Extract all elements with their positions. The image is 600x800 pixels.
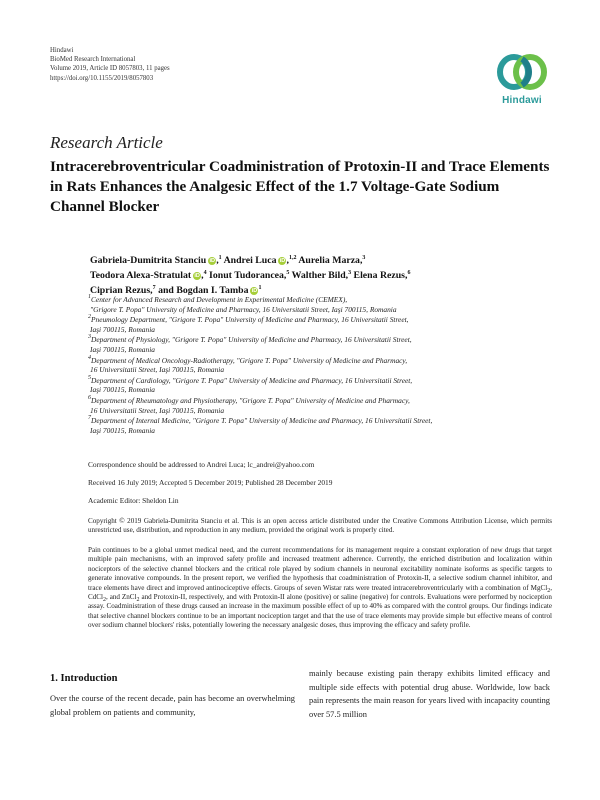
affiliation: $^1$Center for Advanced Research and Development in Experimental Medicine (CEMEX), "Grigore T. Popa" University of Medicine and Pharmacy, 16 Universitatii Street, Iaşi 700115, Romania: [88, 294, 397, 314]
journal-header: [50, 46, 170, 83]
author: Andrei Luca iD,$^{1,2}$: [223, 255, 297, 266]
author: Ionut Tudorancea,$^5$: [209, 270, 290, 281]
affiliation: $^3$Department of Physiology, "Grigore T. Popa" University of Medicine and Pharmacy, 16 Universitatii Street, Iaşi 700115, Romania: [88, 334, 412, 354]
affiliation: $^4$Department of Medical Oncology-Radiotherapy, "Grigore T. Popa" University of Medicine and Pharmacy, 16 Universitatii Street, Iaşi 700115, Romania: [88, 354, 408, 375]
author: Ciprian Rezus,$^7$: [90, 285, 156, 296]
body-column-left: Over the course of the recent decade, pain has become an overwhelming global problem on patients and community,: [50, 694, 295, 717]
orcid-icon[interactable]: iD: [209, 258, 215, 264]
correspondence: Correspondence should be addressed to Andrei Luca; lc_andrei@yahoo.com: [88, 460, 315, 469]
paper-title: Intracerebroventricular Coadministration of Protoxin-II and Trace Elements in Rats Enhances the Analgesic Effect of the 1.7 Voltage-Gate Sodium Channel Blocker: [50, 158, 550, 215]
section-heading: 1. Introduction: [50, 673, 118, 684]
author: Walther Bild,$^3$: [291, 270, 352, 281]
affiliation: $^7$Department of Internal Medicine, "Grigore T. Popa" University of Medicine and Pharmacy, 16 Universitatii Street, Iaşi 700115, Romania: [88, 415, 433, 435]
orcid-icon[interactable]: iD: [251, 288, 258, 294]
author: Elena Rezus,$^6$: [353, 270, 411, 281]
affiliation-list: [88, 295, 552, 436]
and-word: and: [158, 285, 174, 296]
orcid-icon[interactable]: iD: [194, 273, 200, 279]
author: Teodora Alexa-Stratulat iD,$^4$: [90, 270, 207, 281]
affiliation: $^2$Pneumology Department, "Grigore T. Popa" University of Medicine and Pharmacy, 16 Universitatii Street, Iaşi 700115, Romania: [88, 314, 409, 334]
author: Gabriela-Dumitrita Stanciu iD,$^1$: [90, 255, 222, 266]
academic-editor: Academic Editor: Sheldon Lin: [88, 496, 179, 505]
abstract: Pain continues to be a global unmet medical need, and the current recommendations for its management require a constant exploration of new drugs that target multiple pain mechanisms, with an improved safety profile and increased treatment adherence. Currently, the enriched distribution and localization within nociceptors of the selective channel blockers and the critical role played by sodium channels in neuronal excitability nominate isoforms as specific targets to generate innovative compounds. In the present report, we verified the hypothesis that coadministration of Protoxin-II, a selective sodium channel inhibitor, and trace elements have direct and improved antinociceptive effects. Groups of seven Wistar rats were treated intracerebroventricularly with a combination of MgCl$_2$, CdCl$_2$, and ZnCl$_2$ and Protoxin-II, respectively, and with Protoxin-II alone (positive) or saline (negative) for controls. Evaluations were performed by nociception assay. Coadministration of these drugs caused an increase in the maximum possible effect of up to 40% as compared with the control groups. Our findings indicate that selective channel blockers continue to be an important nociception target and that the use of trace elements may provide simple but effective means of control over sodium channel blockers' risks, potentially lowering the necessary analgesic doses, thus improving the efficacy and safety profile.: [88, 546, 552, 630]
doi-link[interactable]: https://doi.org/10.1155/2019/8057803: [50, 74, 154, 82]
journal-name: BioMed Research International: [50, 56, 136, 64]
copyright-notice: Copyright © 2019 Gabriela-Dumitrita Stanciu et al. This is an open access article distributed under the Creative Commons Attribution License, which permits unrestricted use, distribution, and reproduction in any medium, provided the original work is properly cited.: [88, 517, 552, 535]
orcid-icon[interactable]: iD: [279, 258, 286, 264]
affiliation: $^6$Department of Rheumatology and Physiotherapy, "Grigore T. Popa" University of Medicine and Pharmacy, 16 Universitatii Street, Iaşi 700115, Romania: [88, 394, 410, 415]
affiliation: $^5$Department of Cardiology, "Grigore T. Popa" University of Medicine and Pharmacy, 16 Universitatii Street, Iaşi 700115, Romania: [88, 374, 413, 395]
author-list: [90, 253, 550, 298]
author: Aurelia Marza,$^3$: [298, 255, 366, 266]
volume-line: Volume 2019, Article ID 8057803, 11 pages: [50, 65, 170, 73]
body-column-right: mainly because existing pain therapy exhibits limited efficacy and multiple side effects with potential drug abuse. Worldwide, low back pain represents the main reason for years lived with incapacity counting over 57.5 million: [309, 669, 550, 719]
author: Bogdan I. Tamba $iD^1$: [176, 285, 262, 296]
logo-wordmark: Hindawi: [502, 95, 542, 106]
publisher-name: Hindawi: [50, 47, 74, 54]
article-type: Research Article: [50, 133, 163, 152]
dates: Received 16 July 2019; Accepted 5 December 2019; Published 28 December 2019: [88, 478, 333, 487]
